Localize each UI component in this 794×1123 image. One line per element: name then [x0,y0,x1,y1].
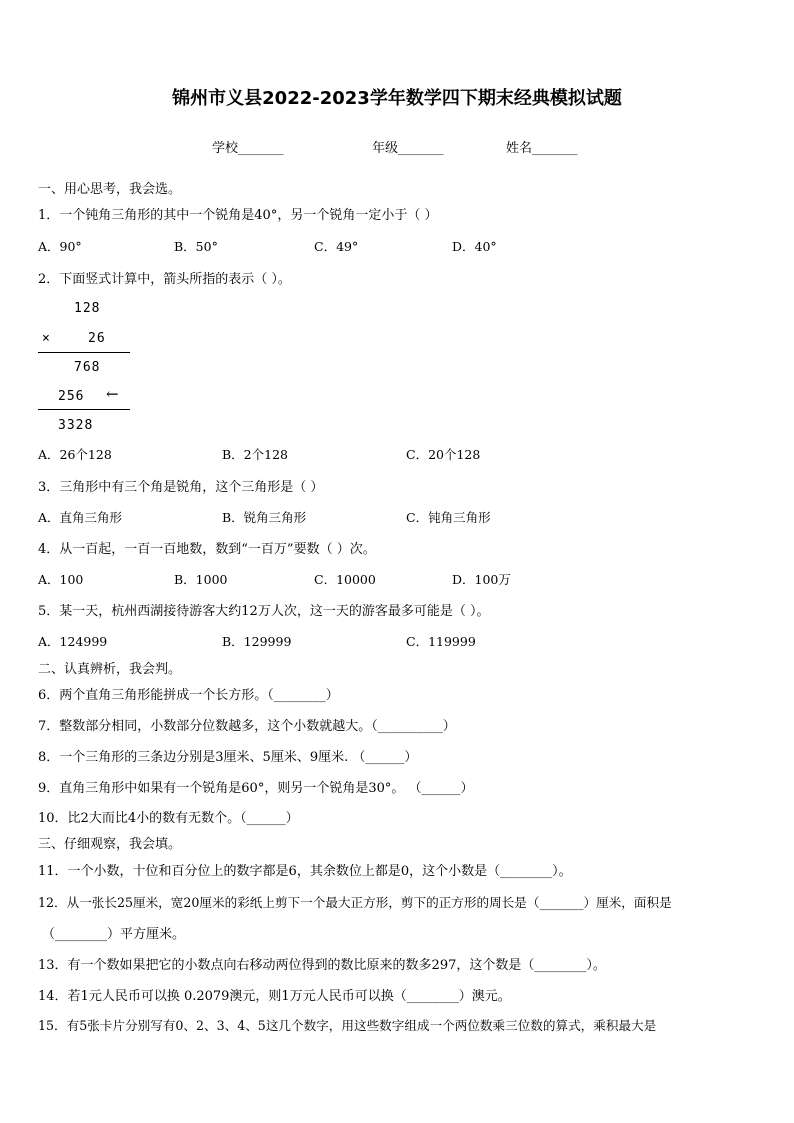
vertical-line-1: 128 [74,301,101,316]
q2-option-b: B．2个128 [222,447,288,462]
page-title: 锦州市义县2022-2023学年数学四下期末经典模拟试题 [172,88,622,109]
question-3: 3．三角形中有三个角是锐角，这个三角形是（ ） [38,480,324,495]
question-13: 13．有一个数如果把它的小数点向右移动两位得到的数比原来的数多297，这个数是（________）。 [38,958,606,973]
vertical-line-4: 256 [58,389,85,404]
question-9: 9．直角三角形中如果有一个锐角是60°，则另一个锐角是30°。 （______） [38,781,474,796]
q1-option-c: C．49° [314,239,359,254]
q1-option-d: D．40° [452,239,497,254]
q4-option-d: D．100万 [452,572,511,587]
section-heading-1: 一、用心思考，我会选。 [38,182,182,197]
section-heading-3: 三、仔细观察，我会填。 [38,837,182,852]
question-10: 10．比2大而比4小的数有无数个。（______） [38,811,299,826]
section-heading-2: 二、认真辨析，我会判。 [38,662,182,677]
arrow-left-icon: ← [106,385,119,403]
question-7: 7．整数部分相同，小数部分位数越多，这个小数就越大。（__________） [38,719,456,734]
vertical-line-3: 768 [74,360,101,375]
question-14: 14．若1元人民币可以换 0.2079澳元，则1万元人民币可以换（________）澳元。 [38,989,511,1004]
question-4: 4．从一百起，一百一百地数，数到“一百万”要数（ ）次。 [38,542,376,557]
q4-option-b: B．1000 [174,572,228,587]
vertical-line-5: 3328 [58,418,94,433]
grade-field: 年级_______ [372,141,444,156]
q3-option-a: A．直角三角形 [38,510,123,525]
q2-option-a: A．26个128 [38,447,112,462]
q2-option-c: C．20个128 [406,447,481,462]
question-1: 1．一个钝角三角形的其中一个锐角是40°，另一个锐角一定小于（ ） [38,208,438,223]
question-12-line-2: （________）平方厘米。 [42,927,186,942]
q5-option-b: B．129999 [222,634,292,649]
vertical-line-2: 26 [88,331,106,346]
school-field: 学校_______ [212,141,284,156]
name-field: 姓名_______ [506,141,578,156]
q4-option-a: A．100 [38,572,84,587]
q1-option-a: A．90° [38,239,82,254]
question-12-line-1: 12．从一张长25厘米，宽20厘米的彩纸上剪下一个最大正方形，剪下的正方形的周长是（_______）厘米，面积是 [38,895,672,910]
q5-option-c: C．119999 [406,634,476,649]
times-sign: × [42,331,51,346]
q4-option-c: C．10000 [314,572,376,587]
q1-option-b: B．50° [174,239,218,254]
q5-option-a: A．124999 [38,634,108,649]
question-11: 11．一个小数，十位和百分位上的数字都是6，其余数位上都是0，这个小数是（________）。 [38,864,572,879]
question-2: 2．下面竖式计算中，箭头所指的表示（ ）。 [38,272,291,287]
question-5: 5．某一天，杭州西湖接待游客大约12万人次，这一天的游客最多可能是（ ）。 [38,604,490,619]
calc-rule-1 [38,352,130,353]
question-8: 8．一个三角形的三条边分别是3厘米、5厘米、9厘米. （______） [38,750,418,765]
q3-option-c: C．钝角三角形 [406,510,491,525]
q3-option-b: B．锐角三角形 [222,510,307,525]
calc-rule-2 [38,409,130,410]
question-6: 6．两个直角三角形能拼成一个长方形。（________） [38,688,339,703]
question-15: 15．有5张卡片分别写有0、2、3、4、5这几个数字，用这些数字组成一个两位数乘三位数的算式，乘积最大是 [38,1018,657,1033]
